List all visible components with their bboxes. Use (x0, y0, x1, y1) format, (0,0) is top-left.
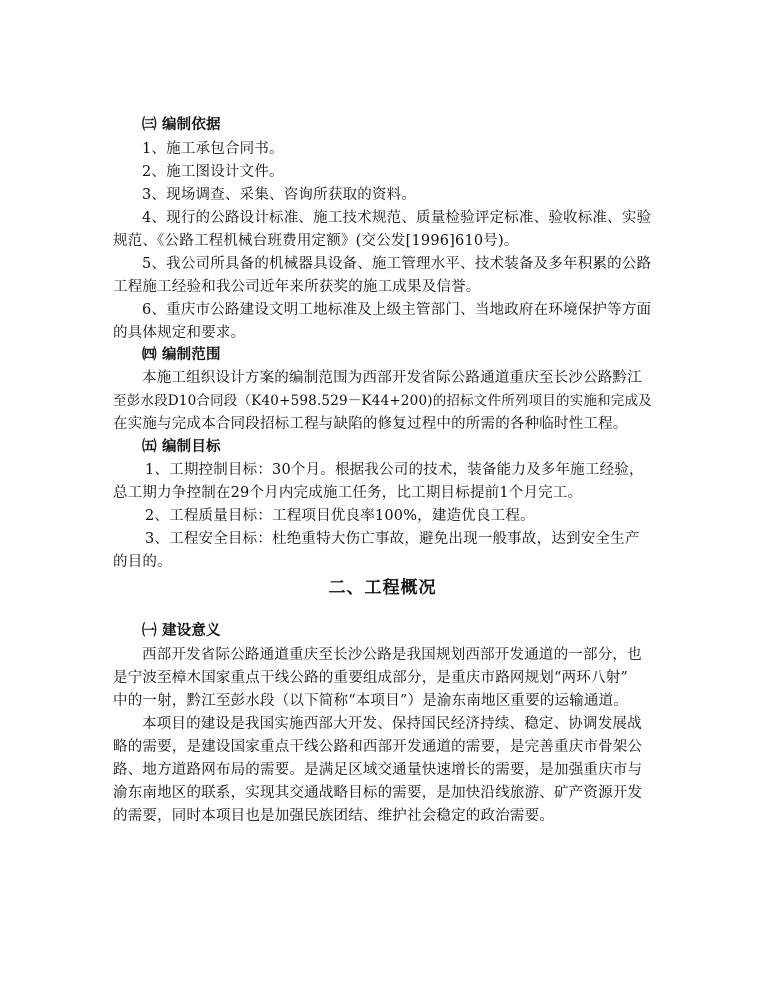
basis-line-1: 1、施工承包合同书。 (142, 141, 284, 157)
basis-line-5-cont: 工程施工经验和我公司近年来所获奖的施工成果及信誉。 (113, 279, 481, 295)
scope-line-2: 至彭水段D10合同段（K40+598.529－K44+200)的招标文件所列项目的实施和完成及 (113, 393, 652, 409)
significance-line-6: 路、地方道路网布局的需要。是满足区域交通量快速增长的需要，是加强重庆市与 (113, 762, 643, 778)
chapter-title-overview: 二、工程概况 (328, 578, 437, 598)
significance-line-8: 的需要，同时本项目也是加强民族团结、维护社会稳定的政治需要。 (113, 808, 554, 824)
goals-line-3-cont: 的目的。 (113, 554, 172, 570)
section-heading-significance: ㈠ 建设意义 (142, 622, 221, 639)
basis-line-6-cont: 的具体规定和要求。 (113, 325, 246, 341)
basis-line-6: 6、重庆市公路建设文明工地标准及上级主管部门、当地政府在环境保护等方面 (142, 302, 652, 318)
scope-line-1: 本施工组织设计方案的编制范围为西部开发省际公路通道重庆至长沙公路黔江 (142, 370, 642, 386)
significance-line-4: 本项目的建设是我国实施西部大开发、保持国民经济持续、稳定、协调发展战 (142, 716, 642, 732)
significance-line-5: 略的需要，是建设国家重点干线公路和西部开发通道的需要，是完善重庆市骨架公 (113, 739, 643, 755)
section-heading-basis: ㈢ 编制依据 (142, 116, 221, 133)
basis-line-5: 5、我公司所具备的机械器具设备、施工管理水平、技术装备及多年积累的公路 (142, 256, 652, 272)
goals-line-1-cont: 总工期力争控制在29个月内完成施工任务，比工期目标提前1个月完工。 (113, 485, 583, 501)
basis-line-2: 2、施工图设计文件。 (142, 164, 284, 180)
goals-line-1: 1、工期控制目标：30个月。根据我公司的技术，装备能力及多年施工经验， (145, 462, 644, 478)
scope-line-3: 在实施与完成本合同段招标工程与缺陷的修复过程中的所需的各种临时性工程。 (113, 416, 628, 432)
goals-line-3: 3、工程安全目标：杜绝重特大伤亡事故，避免出现一般事故，达到安全生产 (145, 531, 640, 547)
basis-line-4-cont: 规范、《公路工程机械台班费用定额》(交公发[1996]610号)。 (113, 233, 519, 249)
significance-line-1: 西部开发省际公路通道重庆至长沙公路是我国规划西部开发通道的一部分，也 (142, 647, 642, 663)
goals-line-2: 2、工程质量目标：工程项目优良率100%，建造优良工程。 (145, 508, 535, 524)
significance-line-7: 渝东南地区的联系，实现其交通战略目标的需要，是加快沿线旅游、矿产资源开发 (113, 785, 643, 801)
section-heading-goals: ㈤ 编制目标 (142, 438, 221, 455)
significance-line-3: 中的一射，黔江至彭水段（以下简称“本项目”）是渝东南地区重要的运输通道。 (113, 693, 629, 709)
section-heading-scope: ㈣ 编制范围 (142, 346, 221, 363)
basis-line-4: 4、现行的公路设计标准、施工技术规范、质量检验评定标准、验收标准、实验 (142, 210, 652, 226)
significance-line-2: 是宁波至樟木国家重点干线公路的重要组成部分，是重庆市路网规划“两环八射” (113, 670, 629, 686)
basis-line-3: 3、现场调查、采集、咨询所获取的资料。 (142, 187, 417, 203)
